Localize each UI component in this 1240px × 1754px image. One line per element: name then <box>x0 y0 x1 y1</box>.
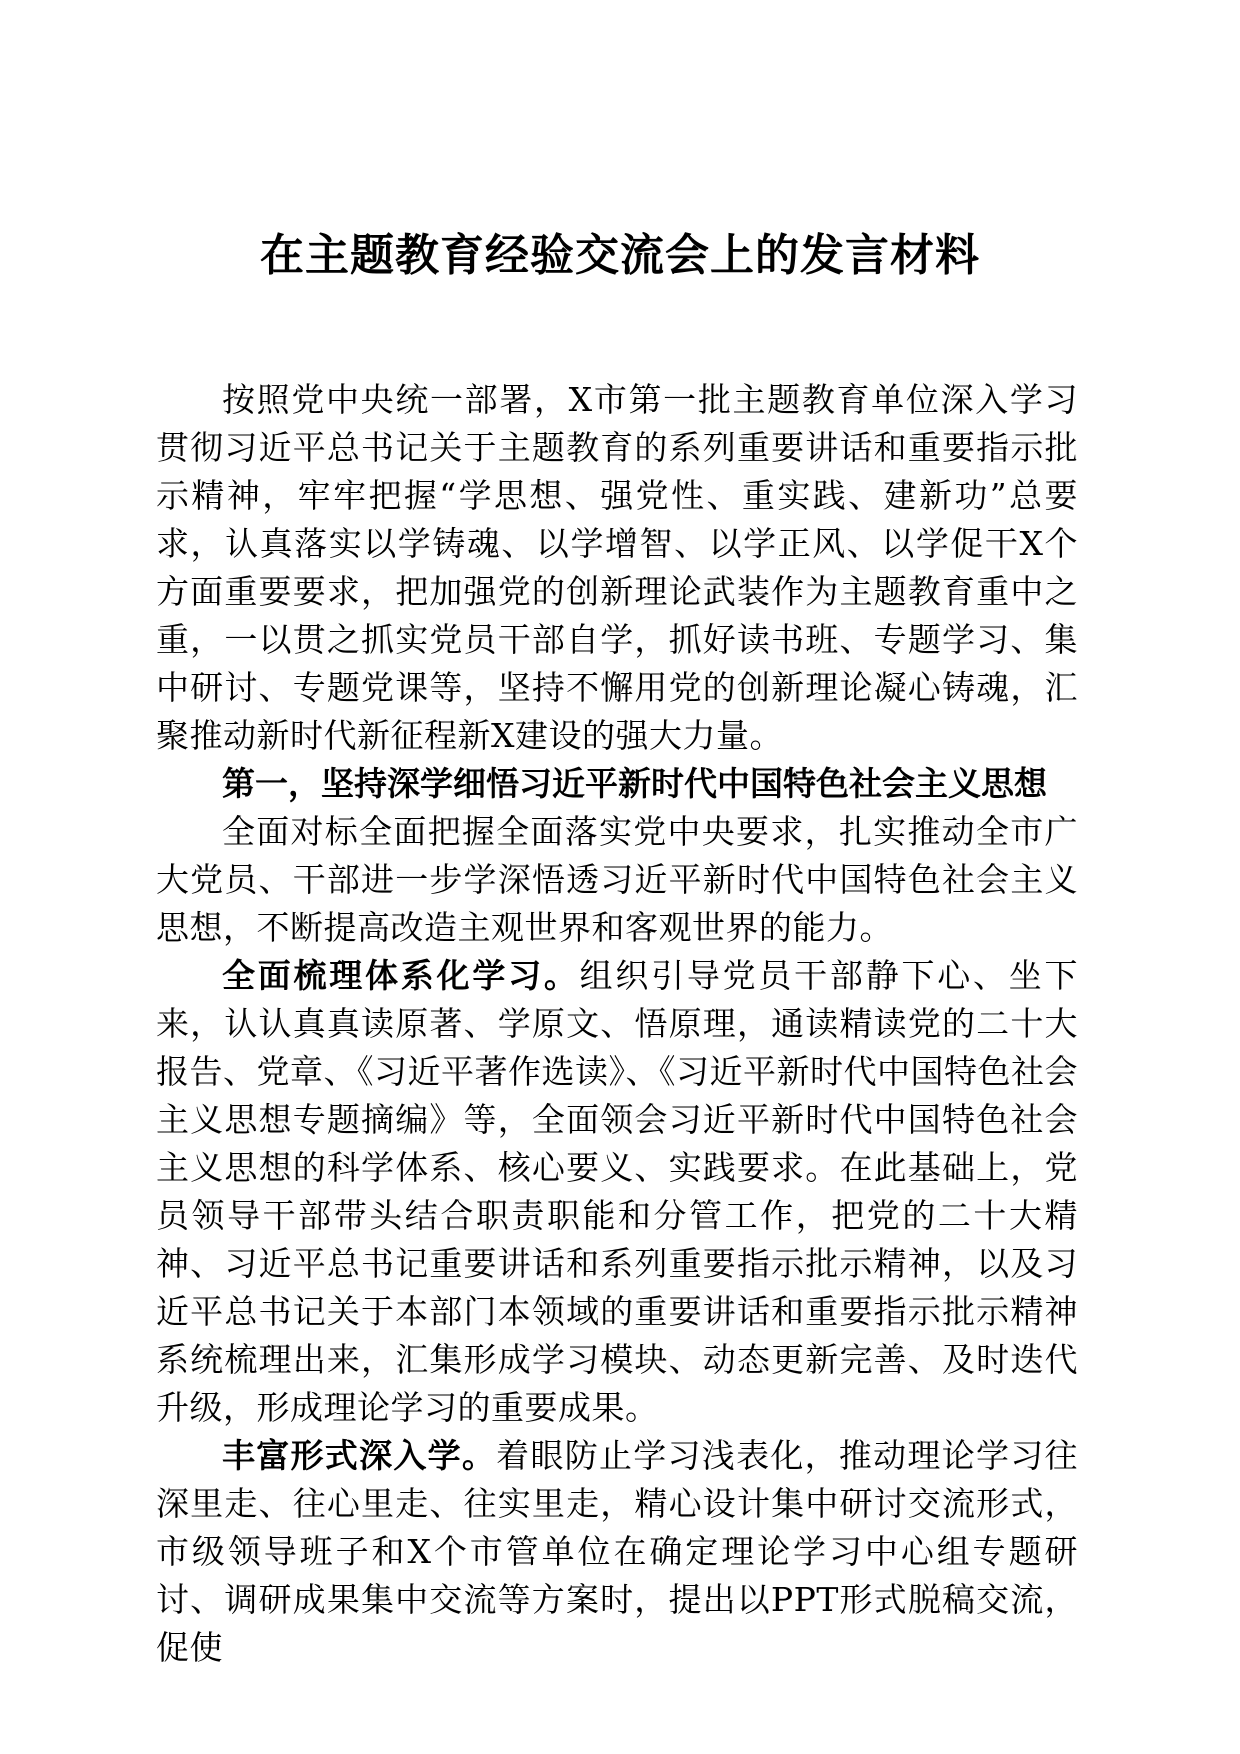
document-title: 在主题教育经验交流会上的发言材料 <box>260 230 980 281</box>
paragraph-text: 组织引导党员干部静下心、坐下来，认认真真读原著、学原文、悟原理，通读精读党的二十大报告、党章、《习近平著作选读》、《习近平新时代中国特色社会主义思想专题摘编》等，全面领会习近平新时代中国特色社会主义思想的科学体系、核心要义、实践要求。在此基础上，党员领导干部带头结合职责职能和分管工作，把党的二十大精神、习近平总书记重要讲话和系列重要指示批示精神，以及习近平总书记关于本部门本领域的重要讲话和重要指示批示精神系统梳理出来，汇集形成学习模块、动态更新完善、及时迭代升级，形成理论学习的重要成果。 <box>156 956 1079 1427</box>
paragraph-systematic-study <box>156 952 1078 1432</box>
document-body <box>156 376 1078 1672</box>
intro-paragraph: 按照党中央统一部署，X市第一批主题教育单位深入学习贯彻习近平总书记关于主题教育的系列重要讲话和重要指示批示精神，牢牢把握“学思想、强党性、重实践、建新功”总要求，认真落实以学铸魂、以学增智、以学正风、以学促干X个方面重要要求，把加强党的创新理论武装作为主题教育重中之重，一以贯之抓实党员干部自学，抓好读书班、专题学习、集中研讨、专题党课等，坚持不懈用党的创新理论凝心铸魂，汇聚推动新时代新征程新X建设的强大力量。 <box>156 380 1078 755</box>
paragraph-in-depth-study <box>156 1432 1078 1672</box>
paragraph-lead: 全面梳理体系化学习。 <box>222 956 580 995</box>
section-intro-paragraph: 全面对标全面把握全面落实党中央要求，扎实推动全市广大党员、干部进一步学深悟透习近平新时代中国特色社会主义思想，不断提高改造主观世界和客观世界的能力。 <box>156 812 1078 947</box>
section-heading: 第一，坚持深学细悟习近平新时代中国特色社会主义思想 <box>222 764 1047 803</box>
paragraph-text: 着眼防止学习浅表化，推动理论学习往深里走、往心里走、往实里走，精心设计集中研讨交流形式，市级领导班子和X个市管单位在确定理论学习中心组专题研讨、调研成果集中交流等方案时，提出以PPT形式脱稿交流，促使 <box>156 1436 1079 1667</box>
paragraph-lead: 丰富形式深入学。 <box>222 1436 497 1475</box>
